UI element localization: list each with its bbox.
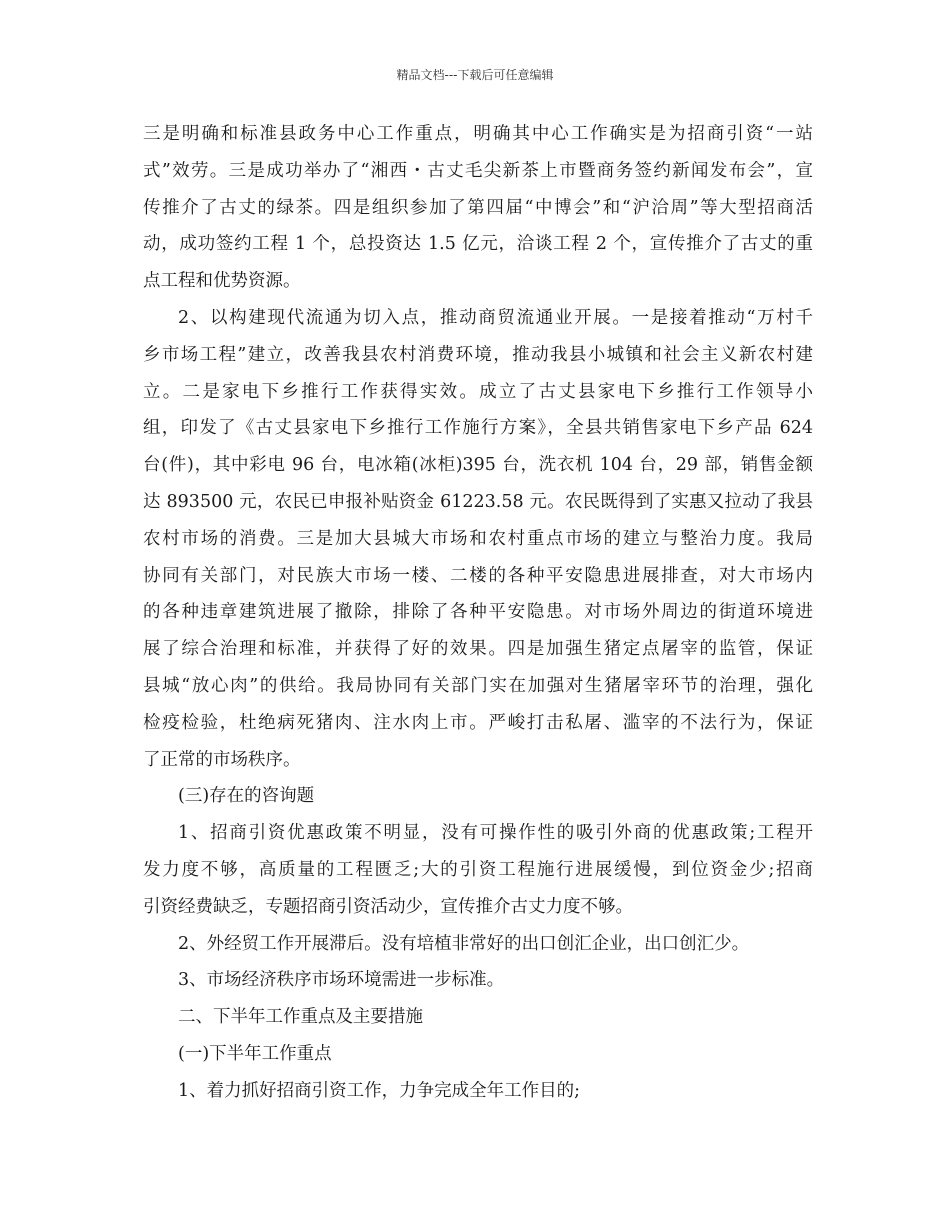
document-body bbox=[143, 116, 813, 1110]
page-header: 精品文档---下载后可任意编辑 bbox=[396, 68, 554, 82]
text-line: 1、着力抓好招商引资工作，力争完成全年工作目的; bbox=[178, 1080, 581, 1101]
text-line: 传推介了古丈的绿茶。四是组织参加了第四届“中博会”和“沪洽周”等大型招商活 bbox=[143, 197, 813, 218]
text-line: 引资经费缺乏，专题招商引资活动少，宣传推介古丈力度不够。 bbox=[143, 896, 633, 917]
text-line: 达 893500 元，农民已申报补贴资金 61223.58 元。农民既得到了实惠又拉动了我县 bbox=[143, 491, 813, 512]
text-line: 动，成功签约工程 1 个，总投资达 1.5 亿元，洽谈工程 2 个，宣传推介了古丈的重 bbox=[143, 234, 813, 255]
text-line: 检疫检验，杜绝病死猪肉、注水肉上市。严峻打击私屠、滥宰的不法行为，保证 bbox=[143, 712, 813, 733]
text-line: 发力度不够，高质量的工程匮乏;大的引资工程施行进展缓慢，到位资金少;招商 bbox=[143, 859, 813, 880]
text-line: (三)存在的咨询题 bbox=[178, 786, 315, 807]
text-line: 台(件)，其中彩电 96 台，电冰箱(冰柜)395 台，洗衣机 104 台，29 部，销售金额 bbox=[143, 455, 813, 476]
text-line: 点工程和优势资源。 bbox=[143, 271, 301, 292]
text-line: 2、外经贸工作开展滞后。没有培植非常好的出口创汇企业，出口创汇少。 bbox=[178, 933, 750, 954]
text-line: 二、下半年工作重点及主要措施 bbox=[178, 1007, 423, 1028]
text-line: (一)下半年工作重点 bbox=[178, 1043, 332, 1064]
text-line: 1、招商引资优惠政策不明显，没有可操作性的吸引外商的优惠政策;工程开 bbox=[178, 823, 813, 844]
text-line: 农村市场的消费。三是加大县城大市场和农村重点市场的建立与整治力度。我局 bbox=[143, 528, 813, 549]
text-line: 展了综合治理和标准，并获得了好的效果。四是加强生猪定点屠宰的监管，保证 bbox=[143, 639, 813, 660]
text-line: 3、市场经济秩序市场环境需进一步标准。 bbox=[178, 970, 505, 991]
text-line: 组，印发了《古丈县家电下乡推行工作施行方案》，全县共销售家电下乡产品 624 bbox=[143, 418, 813, 439]
text-line: 乡市场工程”建立，改善我县农村消费环境，推动我县小城镇和社会主义新农村建 bbox=[143, 344, 813, 365]
text-line: 县城“放心肉”的供给。我局协同有关部门实在加强对生猪屠宰环节的治理，强化 bbox=[143, 675, 813, 696]
text-line: 协同有关部门，对民族大市场一楼、二楼的各种平安隐患进展排查，对大市场内 bbox=[143, 565, 813, 586]
text-line: 三是明确和标准县政务中心工作重点，明确其中心工作确实是为招商引资“一站 bbox=[143, 124, 813, 144]
text-line: 的各种违章建筑进展了撤除，排除了各种平安隐患。对市场外周边的街道环境进 bbox=[143, 602, 813, 623]
text-line: 2、以构建现代流通为切入点，推动商贸流通业开展。一是接着推动“万村千 bbox=[178, 307, 813, 328]
text-line: 了正常的市场秩序。 bbox=[143, 749, 301, 770]
text-line: 式”效劳。三是成功举办了“湘西・古丈毛尖新茶上市暨商务签约新闻发布会”，宣 bbox=[143, 160, 813, 181]
text-line: 立。二是家电下乡推行工作获得实效。成立了古丈县家电下乡推行工作领导小 bbox=[143, 381, 813, 402]
